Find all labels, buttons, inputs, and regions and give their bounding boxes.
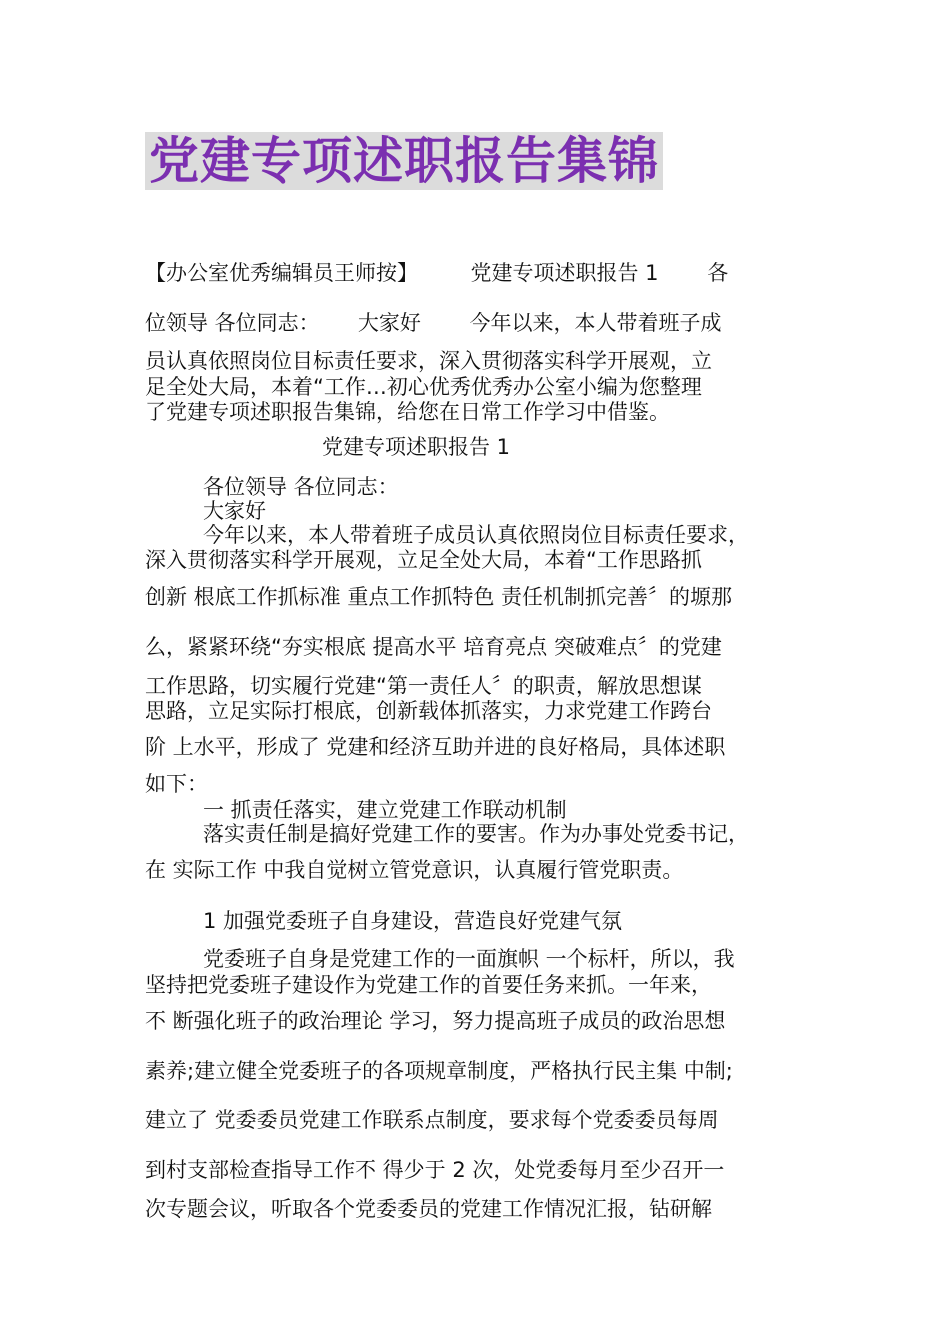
text-line: 阶 上水平，形成了 党建和经济互助并进的良好格局，具体述职 (145, 735, 726, 759)
text-line: 建立了 党委委员党建工作联系点制度，要求每个党委委员每周 (145, 1108, 719, 1132)
subheading: 1 加强党委班子自身建设，营造良好党建气氛 (203, 909, 623, 933)
text-line: 员认真依照岗位目标责任要求，深入贯彻落实科学开展观，立 (145, 349, 712, 373)
text-line: 创新 根底工作抓标准 重点工作抓特色 责任机制抓完善〞的塬那 (145, 585, 733, 609)
text-line: 素养;建立健全党委班子的各项规章制度，严格执行民主集 中制; (145, 1059, 733, 1083)
text-line: 到村支部检查指导工作不 得少于 2 次，处党委每月至少召开一 (145, 1158, 725, 1182)
text-line: 在 实际工作 中我自觉树立管党意识，认真履行管党职责。 (145, 858, 684, 882)
text-line: 位领导 各位同志： 大家好 今年以来，本人带着班子成 (145, 311, 722, 335)
text-line: 今年以来，本人带着班子成员认真依照岗位目标责任要求， (203, 523, 749, 547)
text-line: 思路，立足实际打根底，创新载体抓落实，力求党建工作跨台 (145, 699, 712, 723)
text-line: 么，紧紧环绕“夯实根底 提高水平 培育亮点 突破难点〞的党建 (145, 635, 722, 659)
text-line: 次专题会议，听取各个党委委员的党建工作情况汇报，钻研解 (145, 1197, 712, 1221)
text-line: 【办公室优秀编辑员王师按】 党建专项述职报告 1 各 (145, 261, 729, 285)
text-line: 落实责任制是搞好党建工作的要害。作为办事处党委书记， (203, 822, 749, 846)
text-line: 坚持把党委班子建设作为党建工作的首要任务来抓。一年来， (145, 973, 712, 997)
text-line: 足全处大局，本着“工作…初心优秀优秀办公室小编为您整理 (145, 375, 702, 399)
text-line: 各位领导 各位同志： (203, 475, 399, 499)
text-line: 深入贯彻落实科学开展观，立足全处大局，本着“工作思路抓 (145, 548, 702, 572)
text-line: 如下： (145, 772, 208, 796)
section-heading: 党建专项述职报告 1 (322, 435, 511, 459)
text-line: 党委班子自身是党建工作的一面旗帜 一个标杆，所以，我 (203, 947, 735, 971)
subheading: 一 抓责任落实，建立党建工作联动机制 (203, 798, 567, 822)
text-line: 大家好 (203, 499, 266, 523)
document-title: 党建专项述职报告集锦 (145, 132, 663, 190)
text-line: 不 断强化班子的政治理论 学习，努力提高班子成员的政治思想 (145, 1009, 726, 1033)
text-line: 工作思路，切实履行党建“第一责任人〞的职责，解放思想谋 (145, 674, 702, 698)
text-line: 了党建专项述职报告集锦，给您在日常工作学习中借鉴。 (145, 400, 670, 424)
